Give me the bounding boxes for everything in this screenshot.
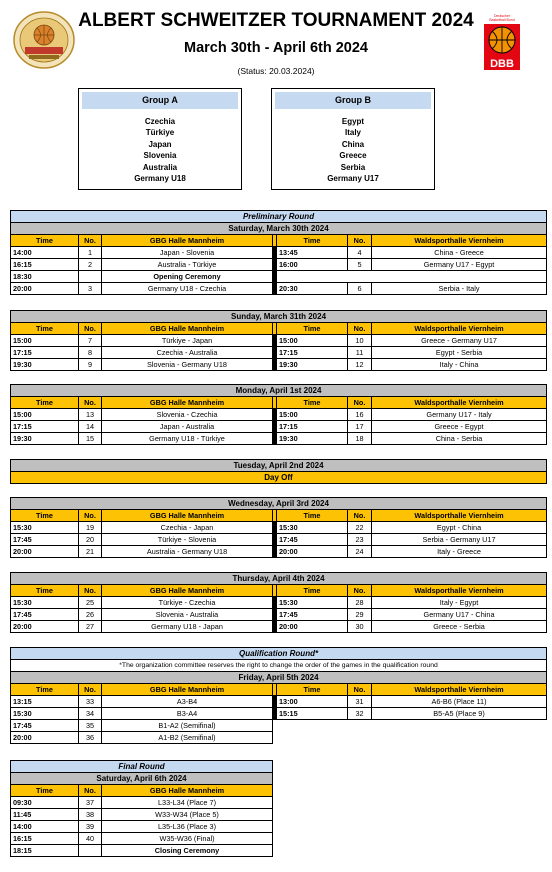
game-number: 33 xyxy=(79,696,102,708)
game-matchup: Slovenia - Australia xyxy=(102,609,273,621)
dbb-logo xyxy=(483,12,521,72)
number-header: No. xyxy=(348,585,372,597)
game-time: 11:45 xyxy=(11,809,79,821)
game-matchup: Germany U17 - Italy xyxy=(372,409,547,421)
group-a-team: Slovenia xyxy=(143,151,177,161)
game-number: 14 xyxy=(79,421,102,433)
game-time: 20:00 xyxy=(11,546,79,558)
game-number: 31 xyxy=(348,696,372,708)
time-header: Time xyxy=(277,585,348,597)
round-title-row xyxy=(11,761,273,773)
game-time: 16:15 xyxy=(11,259,79,271)
game-time: 15:30 xyxy=(11,708,79,720)
day-date: Saturday, March 30th 2024 xyxy=(11,223,547,235)
game-number: 7 xyxy=(79,335,102,347)
game-row xyxy=(11,621,547,633)
game-row xyxy=(11,546,547,558)
number-header: No. xyxy=(79,323,102,335)
game-number: 39 xyxy=(79,821,102,833)
group-a-team: Türkiye xyxy=(145,128,175,138)
number-header: No. xyxy=(348,510,372,522)
game-time: 20:00 xyxy=(277,546,348,558)
venue-viernheim-header: Waldsporthalle Viernheim xyxy=(372,510,547,522)
game-time: 17:15 xyxy=(277,421,348,433)
game-number: 10 xyxy=(348,335,372,347)
game-time: 15:00 xyxy=(277,409,348,421)
game-number: 6 xyxy=(348,283,372,295)
venue-viernheim-header: Waldsporthalle Viernheim xyxy=(372,684,547,696)
date-row xyxy=(11,672,547,684)
qualification-note: *The organization committee reserves the right to change the order of the games in the qualification round xyxy=(11,660,547,672)
date-row xyxy=(11,385,547,397)
number-header: No. xyxy=(79,235,102,247)
tournament-dates: March 30th - April 6th 2024 xyxy=(184,40,368,56)
number-header: No. xyxy=(348,397,372,409)
game-matchup: Serbia - Italy xyxy=(372,283,547,295)
game-row xyxy=(11,433,547,445)
number-header: No. xyxy=(79,397,102,409)
game-time: 13:45 xyxy=(277,247,348,259)
game-matchup: Italy - Greece xyxy=(372,546,547,558)
time-header: Time xyxy=(11,323,79,335)
game-matchup: Serbia - Germany U17 xyxy=(372,534,547,546)
group-b-team: Italy xyxy=(344,128,361,138)
game-time: 14:00 xyxy=(11,247,79,259)
empty-cell xyxy=(277,271,547,283)
venue-viernheim-header: Waldsporthalle Viernheim xyxy=(372,323,547,335)
group-b-title: Group B xyxy=(275,92,431,109)
game-number: 20 xyxy=(79,534,102,546)
game-number: 5 xyxy=(348,259,372,271)
game-matchup: A6-B6 (Place 11) xyxy=(372,696,547,708)
note-row xyxy=(11,660,547,672)
group-a-team: Czechia xyxy=(144,117,176,126)
group-b-team: Serbia xyxy=(340,162,366,172)
group-a-team: Japan xyxy=(148,139,172,149)
tournament-logo xyxy=(13,11,75,69)
game-row xyxy=(11,421,547,433)
game-time: 17:15 xyxy=(11,421,79,433)
game-matchup: B5-A5 (Place 9) xyxy=(372,708,547,720)
venue-mannheim-header: GBG Halle Mannheim xyxy=(102,510,273,522)
game-row xyxy=(11,732,547,744)
date-row xyxy=(11,773,273,785)
venue-mannheim-header: GBG Halle Mannheim xyxy=(102,785,273,797)
game-time: 18:15 xyxy=(11,845,79,857)
game-number: 16 xyxy=(348,409,372,421)
game-time: 13:15 xyxy=(11,696,79,708)
game-row xyxy=(11,797,273,809)
game-time: 15:00 xyxy=(277,335,348,347)
game-matchup: Germany U17 - Egypt xyxy=(372,259,547,271)
game-matchup: China - Greece xyxy=(372,247,547,259)
game-row xyxy=(11,609,547,621)
venue-viernheim-header: Waldsporthalle Viernheim xyxy=(372,235,547,247)
schedule-day-table xyxy=(10,572,547,633)
game-row xyxy=(11,283,547,295)
number-header: No. xyxy=(79,510,102,522)
game-matchup: B1-A2 (Semifinal) xyxy=(102,720,273,732)
game-number: 27 xyxy=(79,621,102,633)
game-time: 17:45 xyxy=(277,534,348,546)
game-time: 20:30 xyxy=(277,283,348,295)
venue-mannheim-header: GBG Halle Mannheim xyxy=(102,397,273,409)
date-row xyxy=(11,460,547,472)
game-number: 29 xyxy=(348,609,372,621)
group-b-team: Greece xyxy=(339,151,367,161)
group-b-team: Egypt xyxy=(341,117,365,126)
game-row xyxy=(11,534,547,546)
game-matchup: Czechia - Australia xyxy=(102,347,273,359)
empty-cell xyxy=(273,720,547,732)
final-round-table xyxy=(10,760,273,857)
time-header: Time xyxy=(11,235,79,247)
game-row xyxy=(11,833,273,845)
game-matchup: Egypt - China xyxy=(372,522,547,534)
number-header: No. xyxy=(348,323,372,335)
game-time: 19:30 xyxy=(11,359,79,371)
game-number: 32 xyxy=(348,708,372,720)
game-time: 19:30 xyxy=(277,359,348,371)
game-time: 17:45 xyxy=(277,609,348,621)
dbb-caption: Deutscher Basketball Bund xyxy=(489,14,515,22)
ceremony-label: Opening Ceremony xyxy=(102,271,273,283)
game-row xyxy=(11,247,547,259)
game-time: 09:30 xyxy=(11,797,79,809)
game-matchup: Germany U17 - China xyxy=(372,609,547,621)
date-row xyxy=(11,573,547,585)
game-time: 15:15 xyxy=(277,708,348,720)
game-time: 20:00 xyxy=(11,283,79,295)
venue-viernheim-header: Waldsporthalle Viernheim xyxy=(372,397,547,409)
game-number: 40 xyxy=(79,833,102,845)
column-header-row xyxy=(11,585,547,597)
round-title-row xyxy=(11,648,547,660)
game-time: 20:00 xyxy=(11,621,79,633)
time-header: Time xyxy=(277,323,348,335)
game-number: 19 xyxy=(79,522,102,534)
game-matchup: Türkiye - Japan xyxy=(102,335,273,347)
day-off-row xyxy=(11,472,547,484)
game-number: 8 xyxy=(79,347,102,359)
venue-mannheim-header: GBG Halle Mannheim xyxy=(102,585,273,597)
game-number: 26 xyxy=(79,609,102,621)
game-time: 17:45 xyxy=(11,534,79,546)
preliminary-round-label: Preliminary Round xyxy=(11,211,547,223)
ceremony-label: Closing Ceremony xyxy=(102,845,273,857)
game-row xyxy=(11,845,273,857)
game-matchup: W35-W36 (Final) xyxy=(102,833,273,845)
group-b-team: China xyxy=(341,139,365,149)
schedule-day-table xyxy=(10,210,547,295)
game-matchup: Japan - Australia xyxy=(102,421,273,433)
group-a-team: Germany U18 xyxy=(134,174,186,184)
game-time: 17:15 xyxy=(11,347,79,359)
game-time: 16:00 xyxy=(277,259,348,271)
game-row xyxy=(11,347,547,359)
game-time: 19:30 xyxy=(277,433,348,445)
game-matchup: Türkiye - Slovenia xyxy=(102,534,273,546)
game-row xyxy=(11,720,547,732)
venue-viernheim-header: Waldsporthalle Viernheim xyxy=(372,585,547,597)
game-number: 30 xyxy=(348,621,372,633)
day-date: Saturday, April 6th 2024 xyxy=(11,773,273,785)
time-header: Time xyxy=(277,235,348,247)
game-number: 17 xyxy=(348,421,372,433)
game-matchup: Slovenia - Germany U18 xyxy=(102,359,273,371)
game-row xyxy=(11,259,547,271)
game-matchup: A3-B4 xyxy=(102,696,273,708)
game-row xyxy=(11,359,547,371)
game-time: 20:00 xyxy=(277,621,348,633)
game-number: 1 xyxy=(79,247,102,259)
dbb-logo-text: DBB xyxy=(490,58,514,70)
game-number: 23 xyxy=(348,534,372,546)
game-number: 25 xyxy=(79,597,102,609)
time-header: Time xyxy=(11,585,79,597)
game-matchup: Czechia - Japan xyxy=(102,522,273,534)
column-header-row xyxy=(11,323,547,335)
venue-mannheim-header: GBG Halle Mannheim xyxy=(102,323,273,335)
game-row xyxy=(11,522,547,534)
date-row xyxy=(11,223,547,235)
day-date: Wednesday, April 3rd 2024 xyxy=(11,498,547,510)
game-matchup: A1-B2 (Semifinal) xyxy=(102,732,273,744)
qualification-table xyxy=(10,647,547,744)
game-number: 21 xyxy=(79,546,102,558)
group-a-title: Group A xyxy=(82,92,238,109)
game-time: 15:30 xyxy=(11,522,79,534)
game-time: 16:15 xyxy=(11,833,79,845)
schedule-day-table xyxy=(10,497,547,558)
column-header-row xyxy=(11,510,547,522)
column-header-row xyxy=(11,684,547,696)
game-number: 13 xyxy=(79,409,102,421)
game-number: 28 xyxy=(348,597,372,609)
schedule-day-table xyxy=(10,310,547,371)
game-number: 38 xyxy=(79,809,102,821)
time-header: Time xyxy=(277,397,348,409)
venue-mannheim-header: GBG Halle Mannheim xyxy=(102,684,273,696)
game-time: 15:30 xyxy=(277,597,348,609)
game-matchup: Egypt - Serbia xyxy=(372,347,547,359)
game-number: 3 xyxy=(79,283,102,295)
schedule-day-table xyxy=(10,459,547,484)
game-row xyxy=(11,821,273,833)
game-matchup: Greece - Germany U17 xyxy=(372,335,547,347)
game-matchup: B3-A4 xyxy=(102,708,273,720)
game-time: 13:00 xyxy=(277,696,348,708)
column-header-row xyxy=(11,235,547,247)
game-time: 19:30 xyxy=(11,433,79,445)
venue-mannheim-header: GBG Halle Mannheim xyxy=(102,235,273,247)
group-b-team: Germany U17 xyxy=(327,174,379,184)
game-number: 22 xyxy=(348,522,372,534)
game-matchup: Italy - Egypt xyxy=(372,597,547,609)
group-a-box xyxy=(78,88,242,190)
column-header-row xyxy=(11,785,273,797)
game-matchup: Germany U18 - Czechia xyxy=(102,283,273,295)
game-number: 35 xyxy=(79,720,102,732)
time-header: Time xyxy=(277,684,348,696)
game-time: 14:00 xyxy=(11,821,79,833)
game-matchup: Australia - Germany U18 xyxy=(102,546,273,558)
day-date: Sunday, March 31th 2024 xyxy=(11,311,547,323)
empty-cell xyxy=(273,732,547,744)
game-time: 15:30 xyxy=(11,597,79,609)
day-date: Friday, April 5th 2024 xyxy=(11,672,547,684)
date-row xyxy=(11,498,547,510)
game-time: 17:45 xyxy=(11,720,79,732)
game-matchup: Germany U18 - Türkiye xyxy=(102,433,273,445)
status-date: (Status: 20.03.2024) xyxy=(237,66,315,76)
game-number: 18 xyxy=(348,433,372,445)
game-time: 17:45 xyxy=(11,609,79,621)
game-matchup: W33-W34 (Place 5) xyxy=(102,809,273,821)
game-matchup: L33-L34 (Place 7) xyxy=(102,797,273,809)
time-header: Time xyxy=(277,510,348,522)
round-title-row xyxy=(11,211,547,223)
time-header: Time xyxy=(11,510,79,522)
day-off-label: Day Off xyxy=(11,472,547,484)
game-number: 9 xyxy=(79,359,102,371)
game-number: 12 xyxy=(348,359,372,371)
game-matchup: Greece - Serbia xyxy=(372,621,547,633)
game-number: 2 xyxy=(79,259,102,271)
game-row xyxy=(11,708,547,720)
schedule-day-table xyxy=(10,384,547,445)
group-b-box xyxy=(271,88,435,190)
game-number: 24 xyxy=(348,546,372,558)
game-row xyxy=(11,271,547,283)
number-header: No. xyxy=(79,585,102,597)
game-matchup: Australia - Türkiye xyxy=(102,259,273,271)
game-time: 15:00 xyxy=(11,409,79,421)
game-number: 36 xyxy=(79,732,102,744)
game-row xyxy=(11,809,273,821)
number-header: No. xyxy=(79,785,102,797)
game-matchup: China - Serbia xyxy=(372,433,547,445)
number-header: No. xyxy=(348,235,372,247)
number-header: No. xyxy=(79,684,102,696)
game-number xyxy=(79,845,102,857)
game-matchup: Italy - China xyxy=(372,359,547,371)
game-time: 15:30 xyxy=(277,522,348,534)
game-matchup: Slovenia - Czechia xyxy=(102,409,273,421)
day-date: Tuesday, April 2nd 2024 xyxy=(11,460,547,472)
group-a-team: Australia xyxy=(142,162,178,172)
game-number: 34 xyxy=(79,708,102,720)
game-number: 11 xyxy=(348,347,372,359)
game-row xyxy=(11,597,547,609)
time-header: Time xyxy=(11,684,79,696)
column-header-row xyxy=(11,397,547,409)
game-matchup: Greece - Egypt xyxy=(372,421,547,433)
game-matchup: Türkiye - Czechia xyxy=(102,597,273,609)
final-round-label: Final Round xyxy=(11,761,273,773)
game-matchup: Japan - Slovenia xyxy=(102,247,273,259)
game-time: 17:15 xyxy=(277,347,348,359)
game-matchup: Germany U18 - Japan xyxy=(102,621,273,633)
day-date: Monday, April 1st 2024 xyxy=(11,385,547,397)
date-row xyxy=(11,311,547,323)
game-time: 18:30 xyxy=(11,271,79,283)
game-number: 15 xyxy=(79,433,102,445)
game-row xyxy=(11,696,547,708)
game-time: 15:00 xyxy=(11,335,79,347)
game-row xyxy=(11,335,547,347)
time-header: Time xyxy=(11,397,79,409)
game-matchup: L35-L36 (Place 3) xyxy=(102,821,273,833)
time-header: Time xyxy=(11,785,79,797)
game-number xyxy=(79,271,102,283)
day-date: Thursday, April 4th 2024 xyxy=(11,573,547,585)
game-number: 4 xyxy=(348,247,372,259)
qualification-round-label: Qualification Round* xyxy=(11,648,547,660)
game-time: 20:00 xyxy=(11,732,79,744)
number-header: No. xyxy=(348,684,372,696)
game-number: 37 xyxy=(79,797,102,809)
game-row xyxy=(11,409,547,421)
page-title: ALBERT SCHWEITZER TOURNAMENT 2024 xyxy=(78,10,474,31)
